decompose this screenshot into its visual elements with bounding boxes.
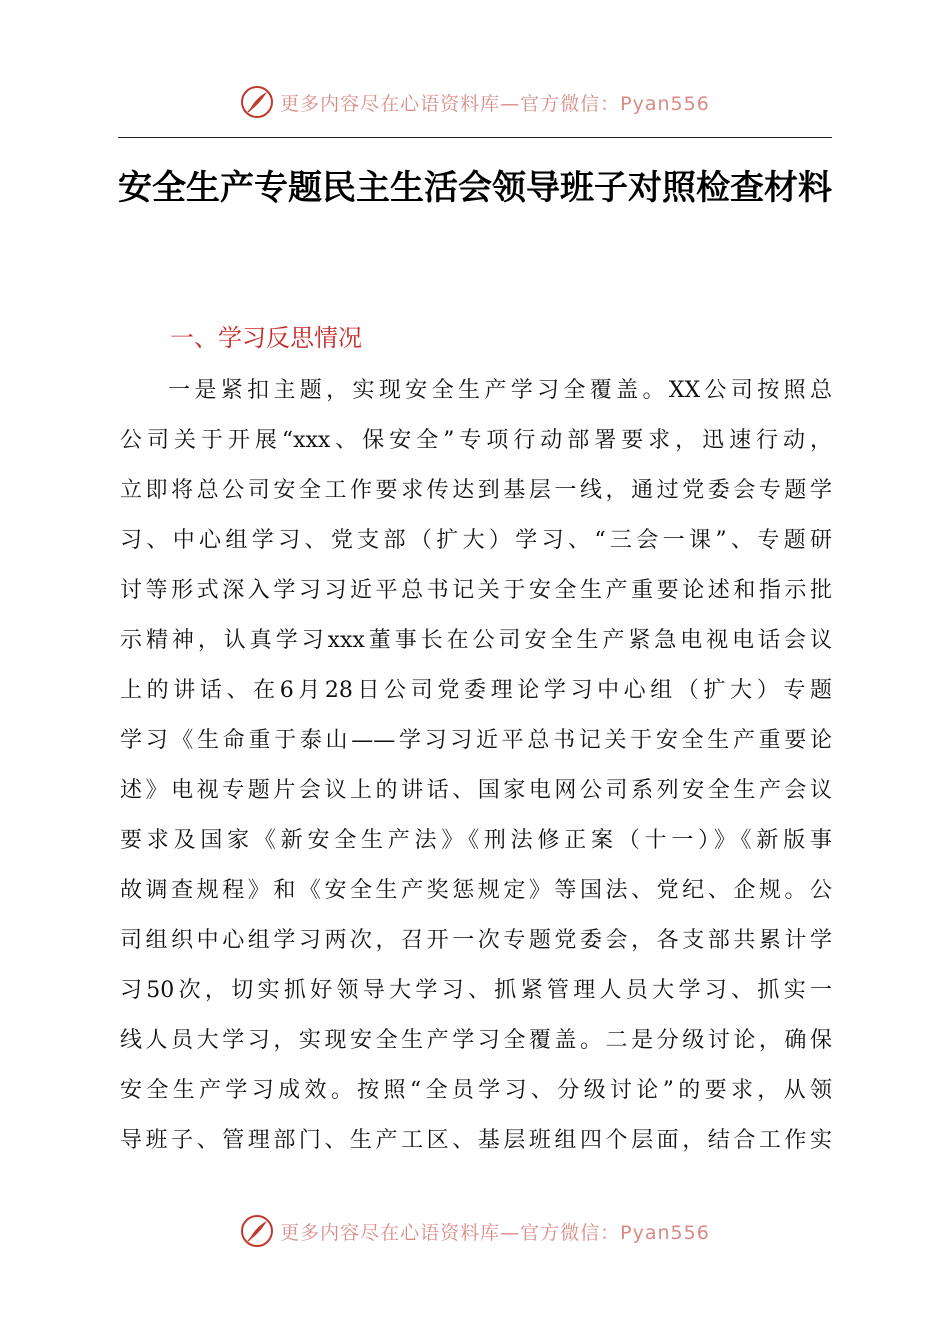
body-line: 一是紧扣主题，实现安全生产学习全覆盖。XX公司按照总 <box>168 378 832 403</box>
body-line: 导班子、管理部门、生产工区、基层班组四个层面，结合工作实 <box>120 1128 832 1153</box>
body-line: 公司关于开展“xxx、保安全”专项行动部署要求，迅速行动， <box>120 428 832 453</box>
watermark-text: 更多内容尽在心语资料库—官方微信：Pyan556 <box>280 92 710 115</box>
body-line: 线人员大学习，实现安全生产学习全覆盖。二是分级讨论，确保 <box>120 1028 832 1053</box>
document-title: 安全生产专题民主生活会领导班子对照检查材料 <box>118 168 832 208</box>
body-line: 司组织中心组学习两次，召开一次专题党委会，各支部共累计学 <box>120 928 832 953</box>
body-line: 立即将总公司安全工作要求传达到基层一线，通过党委会专题学 <box>120 478 832 503</box>
body-line: 述》电视专题片会议上的讲话、国家电网公司系列安全生产会议 <box>120 778 832 803</box>
body-line: 学习《生命重于泰山——学习习近平总书记关于安全生产重要论 <box>120 728 832 753</box>
feather-pen-logo-icon <box>240 1214 274 1248</box>
watermark-text: 更多内容尽在心语资料库—官方微信：Pyan556 <box>280 1221 710 1244</box>
body-line: 示精神，认真学习xxx董事长在公司安全生产紧急电视电话会议 <box>120 628 832 653</box>
section-heading: 一、学习反思情况 <box>170 324 362 352</box>
feather-pen-logo-icon <box>240 85 274 119</box>
bottom-watermark-banner <box>0 1209 950 1253</box>
top-watermark-banner <box>0 80 950 124</box>
body-line: 上的讲话、在6月28日公司党委理论学习中心组（扩大）专题 <box>120 678 832 703</box>
body-line: 讨等形式深入学习习近平总书记关于安全生产重要论述和指示批 <box>120 578 832 603</box>
body-line: 习、中心组学习、党支部（扩大）学习、“三会一课”、专题研 <box>120 528 832 553</box>
header-divider <box>118 137 832 138</box>
body-line: 安全生产学习成效。按照“全员学习、分级讨论”的要求，从领 <box>120 1078 832 1103</box>
body-paragraph <box>120 366 832 1166</box>
body-line: 要求及国家《新安全生产法》《刑法修正案（十一）》《新版事 <box>120 828 832 853</box>
body-line: 故调查规程》和《安全生产奖惩规定》等国法、党纪、企规。公 <box>120 878 832 903</box>
body-line: 习50次，切实抓好领导大学习、抓紧管理人员大学习、抓实一 <box>120 978 832 1003</box>
